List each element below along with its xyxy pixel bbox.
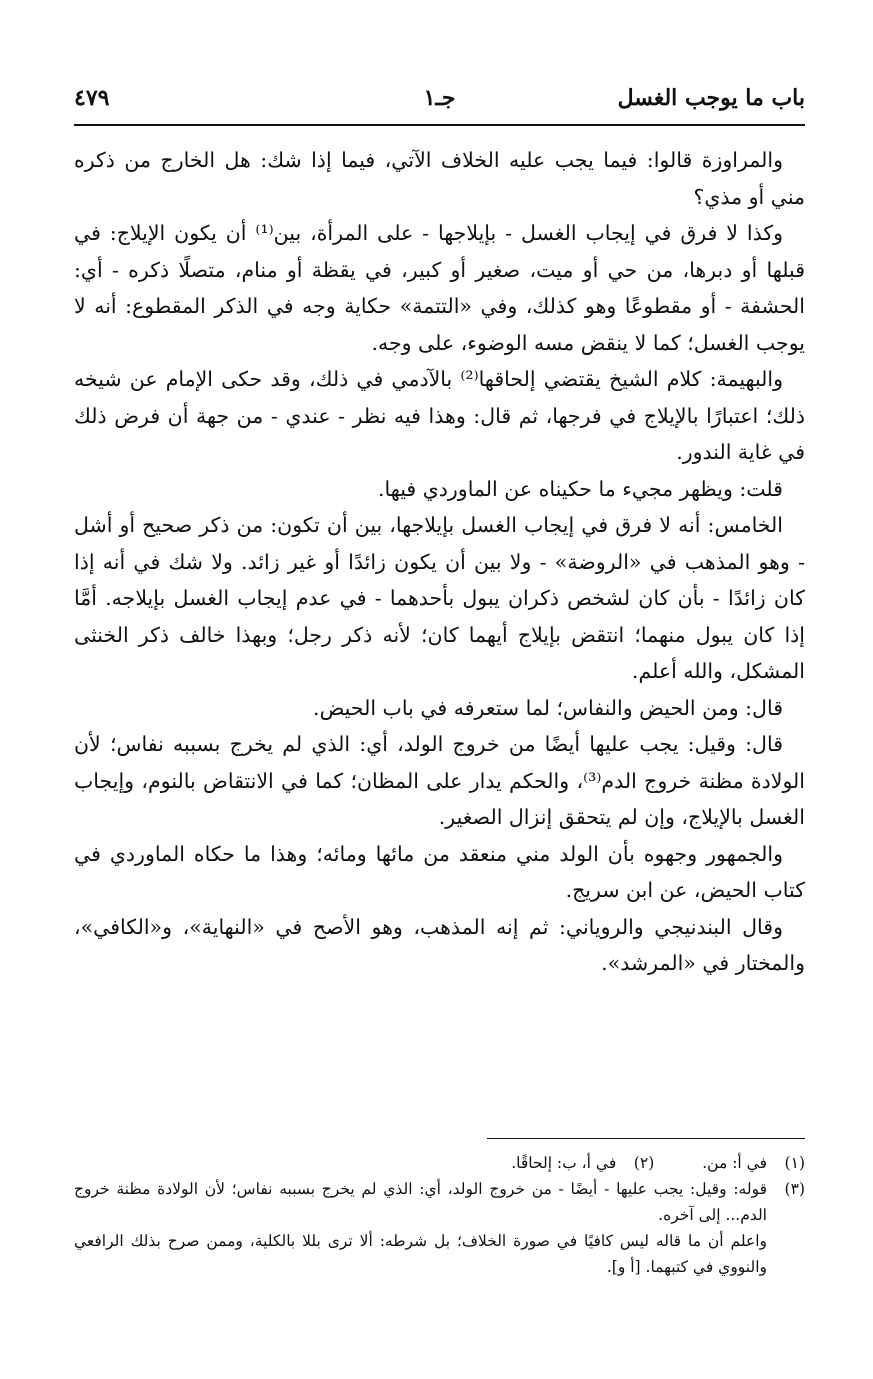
footnote-text: قوله: وقيل: يجب عليها - أيضًا - من خروج الولد، أي: الذي لم يخرج بسببه نفاس؛ لأن الولادة مظنة خروج الدم... إلى آخره. — [74, 1180, 767, 1224]
header-rule — [74, 124, 805, 126]
footnotes — [74, 1150, 805, 1280]
footnote-2 — [511, 1150, 654, 1176]
paragraph: قال: ومن الحيض والنفاس؛ لما ستعرفه في باب الحيض. — [313, 695, 783, 720]
page-header — [74, 74, 805, 122]
footnote-number: (١) — [784, 1154, 805, 1172]
paragraph: قال: وقيل: يجب عليها أيضًا من خروج الولد، أي: الذي لم يخرج بسببه نفاس؛ لأن الولادة مظنة خروج الدم⁽³⁾، والحكم يدار على المظان؛ كما في الانتقاض بالنوم، وإيجاب الغسل بالإيلاج، وإن لم يتحقق إنزال الصغير. — [74, 732, 805, 829]
footnote-number: (٢) — [633, 1154, 655, 1172]
main-text — [74, 142, 805, 982]
footnote-number: (٣) — [784, 1180, 805, 1198]
paragraph: والمراوزة قالوا: فيما يجب عليه الخلاف الآتي، فيما إذا شك: هل الخارج من ذكره مني أو مذي؟ — [74, 148, 805, 209]
footnote-3 — [74, 1176, 805, 1228]
paragraph: الخامس: أنه لا فرق في إيجاب الغسل بإيلاجها، بين أن تكون: من ذكر صحيح أو أشل - وهو المذهب في «الروضة» - ولا بين أن يكون زائدًا أو غير زائد. ولا شك في أنه إذا كان زائدًا - بأن كان لشخص ذكران يبول بأحدهما - في عدم إيجاب الغسل بإيلاجه. أمَّا إذا كان يبول منهما؛ انتقض بإيلاج أيهما كان؛ لأنه ذكر رجل؛ وبهذا خالف ذكر الخنثى المشكل، والله أعلم. — [74, 513, 805, 683]
volume-label: جـ١ — [423, 85, 456, 111]
footnote-rule — [487, 1138, 805, 1139]
paragraph: وكذا لا فرق في إيجاب الغسل - بإيلاجها - على المرأة، بين⁽¹⁾ أن يكون الإيلاج: في قبلها أو دبرها، من حي أو ميت، صغير أو كبير، في يقظة أو منام، متصلًا ذكره - أي: الحشفة - أو مقطوعًا وهو كذلك، وفي «التتمة» حكاية وجه في الذكر المقطوع: أنه لا يوجب الغسل؛ كما لا ينقض مسه الوضوء، على وجه. — [74, 221, 805, 355]
footnote-text: في أ، ب: إلحاقًا. — [511, 1154, 617, 1172]
paragraph: قلت: ويظهر مجيء ما حكيناه عن الماوردي فيها. — [378, 476, 783, 501]
chapter-title: باب ما يوجب الغسل — [617, 85, 805, 111]
paragraph: وقال البندنيجي والروياني: ثم إنه المذهب، وهو الأصح في «النهاية»، و«الكافي»، والمختار في «المرشد». — [74, 914, 805, 975]
footnote-3-continuation: واعلم أن ما قاله ليس كافيًا في صورة الخلاف؛ بل شرطه: ألا ترى بللا بالكلية، وممن صرح بذلك الرافعي والنووي في كتبهما. [أ و]. — [74, 1232, 767, 1276]
page-number: ٤٧٩ — [74, 85, 110, 111]
paragraph: والجمهور وجهوه بأن الولد مني منعقد من مائها ومائه؛ وهذا ما حكاه الماوردي في كتاب الحيض، عن ابن سريج. — [74, 841, 805, 902]
footnote-1 — [702, 1150, 805, 1176]
footnote-row — [74, 1150, 805, 1176]
footnote-text: في أ: من. — [702, 1154, 767, 1172]
paragraph: والبهيمة: كلام الشيخ يقتضي إلحاقها⁽²⁾ بالآدمي في ذلك، وقد حكى الإمام عن شيخه ذلك؛ اعتبارًا بالإيلاج في فرجها، ثم قال: وهذا فيه نظر - عندي - من جهة أن فرض ذلك في غاية الندور. — [74, 367, 805, 464]
